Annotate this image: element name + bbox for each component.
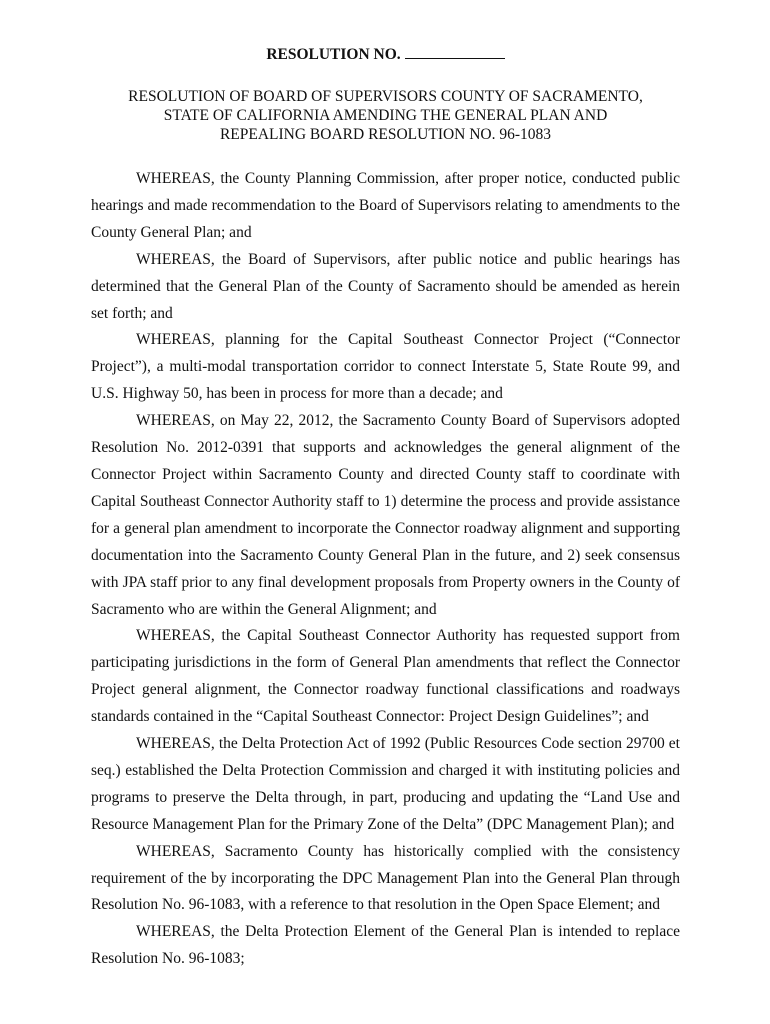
whereas-paragraph: WHEREAS, the County Planning Commission, after proper notice, conducted public hearings and made recommendation to the Board of Supervisors relating to amendments to the County General Plan; and xyxy=(91,170,680,241)
subtitle-line: STATE OF CALIFORNIA AMENDING THE GENERAL PLAN AND xyxy=(163,107,608,124)
whereas-paragraph: WHEREAS, Sacramento County has historically complied with the consistency requirement of the by incorporating the DPC Management Plan into the General Plan through Resolution No. 96-1083, with a reference to that resolution in the Open Space Element; and xyxy=(91,842,680,914)
whereas-paragraph: WHEREAS, on May 22, 2012, the Sacramento County Board of Supervisors adopted Resolution No. 2012-0391 that supports and acknowledges the general alignment of the Connector Project within Sacramento County and directed County staff to coordinate with Capital Southeast Connector Authority staff to 1) determine the process and provide assistance for a general plan amendment to incorporate the Connector roadway alignment and supporting documentation into the Sacramento County General Plan in the future, and 2) seek consensus with JPA staff prior to any final development proposals from Property owners in the County of Sacramento who are within the General Alignment; and xyxy=(91,412,680,618)
resolution-number-label: RESOLUTION NO. xyxy=(266,46,401,63)
whereas-paragraph: WHEREAS, the Capital Southeast Connector Authority has requested support from participating jurisdictions in the form of General Plan amendments that reflect the Connector Project general alignment, the Connector roadway functional classifications and roadways standards contained in the “Capital Southeast Connector: Project Design Guidelines”; and xyxy=(91,627,680,726)
document-page xyxy=(91,44,680,973)
whereas-paragraph: WHEREAS, planning for the Capital Southeast Connector Project (“Connector Project”), a multi-modal transportation corridor to connect Interstate 5, State Route 99, and U.S. Highway 50, has been in process for more than a decade; and xyxy=(91,331,680,403)
whereas-paragraph: WHEREAS, the Delta Protection Act of 1992 (Public Resources Code section 29700 et seq.) established the Delta Protection Commission and charged it with instituting policies and programs to preserve the Delta through, in part, producing and updating the “Land Use and Resource Management Plan for the Primary Zone of the Delta” (DPC Management Plan); and xyxy=(91,735,680,833)
resolution-subtitle xyxy=(91,87,680,144)
subtitle-line: RESOLUTION OF BOARD OF SUPERVISORS COUNTY OF SACRAMENTO, xyxy=(128,88,643,105)
resolution-body xyxy=(91,166,680,973)
resolution-heading xyxy=(91,44,680,65)
subtitle-line: REPEALING BOARD RESOLUTION NO. 96-1083 xyxy=(219,126,552,143)
whereas-paragraph: WHEREAS, the Board of Supervisors, after public notice and public hearings has determined that the General Plan of the County of Sacramento should be amended as herein set forth; and xyxy=(91,250,680,322)
whereas-paragraph: WHEREAS, the Delta Protection Element of the General Plan is intended to replace Resolution No. 96-1083; xyxy=(91,923,680,968)
resolution-number-blank xyxy=(405,44,505,59)
